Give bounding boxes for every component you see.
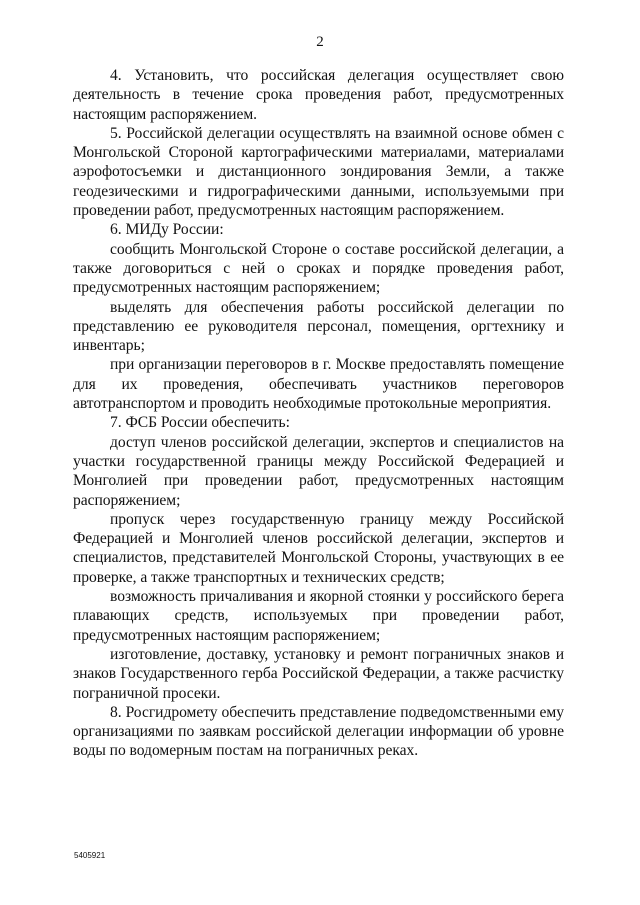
paragraph-item-7-sub-1: доступ членов российской делегации, экспертов и специалистов на участки государственной границы между Российской Федерацией и Монголией при проведении работ, предусмотренных настоящим распоряжением; — [73, 433, 564, 509]
paragraph-item-8: 8. Росгидромету обеспечить представление подведомственными ему организациями по заявкам российской делегации информации об уровне воды по водомерным постам на пограничных реках. — [73, 703, 564, 760]
paragraph-item-7-sub-4: изготовление, доставку, установку и ремонт пограничных знаков и знаков Государственного герба Российской Федерации, а также расчистку пограничной просеки. — [73, 645, 564, 702]
paragraph-item-6-sub-2: выделять для обеспечения работы российской делегации по представлению ее руководителя персонал, помещения, оргтехнику и инвентарь; — [73, 298, 564, 355]
document-body — [73, 66, 564, 761]
paragraph-item-4: 4. Установить, что российская делегация осуществляет свою деятельность в течение срока проведения работ, предусмотренных настоящим распоряжением. — [73, 67, 564, 123]
paragraph-item-5: 5. Российской делегации осуществлять на взаимной основе обмен с Монгольской Стороной картографическими материалами, материалами аэрофотосъемки и дистанционного зондирования Земли, а также геодезическими и гидрографическими данными, используемыми при проведении работ, предусмотренных настоящим распоряжением. — [73, 124, 564, 220]
paragraph-item-7-sub-3: возможность причаливания и якорной стоянки у российского берега плавающих средств, используемых при проведении работ, предусмотренных настоящим распоряжением; — [73, 588, 564, 644]
paragraph-item-6-sub-1: сообщить Монгольской Стороне о составе российской делегации, а также договориться с ней о сроках и порядке проведения работ, предусмотренных настоящим распоряжением; — [73, 240, 564, 297]
paragraph-item-6-heading: 6. МИДу России: — [110, 221, 224, 239]
document-code: 5405921 — [74, 851, 106, 860]
paragraph-item-7-heading: 7. ФСБ России обеспечить: — [110, 414, 290, 432]
paragraph-item-7-sub-2: пропуск через государственную границу между Российской Федерацией и Монголией членов российской делегации, экспертов и специалистов, представителей Монгольской Стороны, участвующих в ее проверке, а также транспортных и технических средств; — [73, 510, 564, 586]
page-number: 2 — [316, 34, 324, 50]
paragraph-item-6-sub-3: при организации переговоров в г. Москве предоставлять помещение для их проведения, обеспечивать участников переговоров автотранспортом и проводить необходимые протокольные мероприятия. — [73, 356, 564, 413]
